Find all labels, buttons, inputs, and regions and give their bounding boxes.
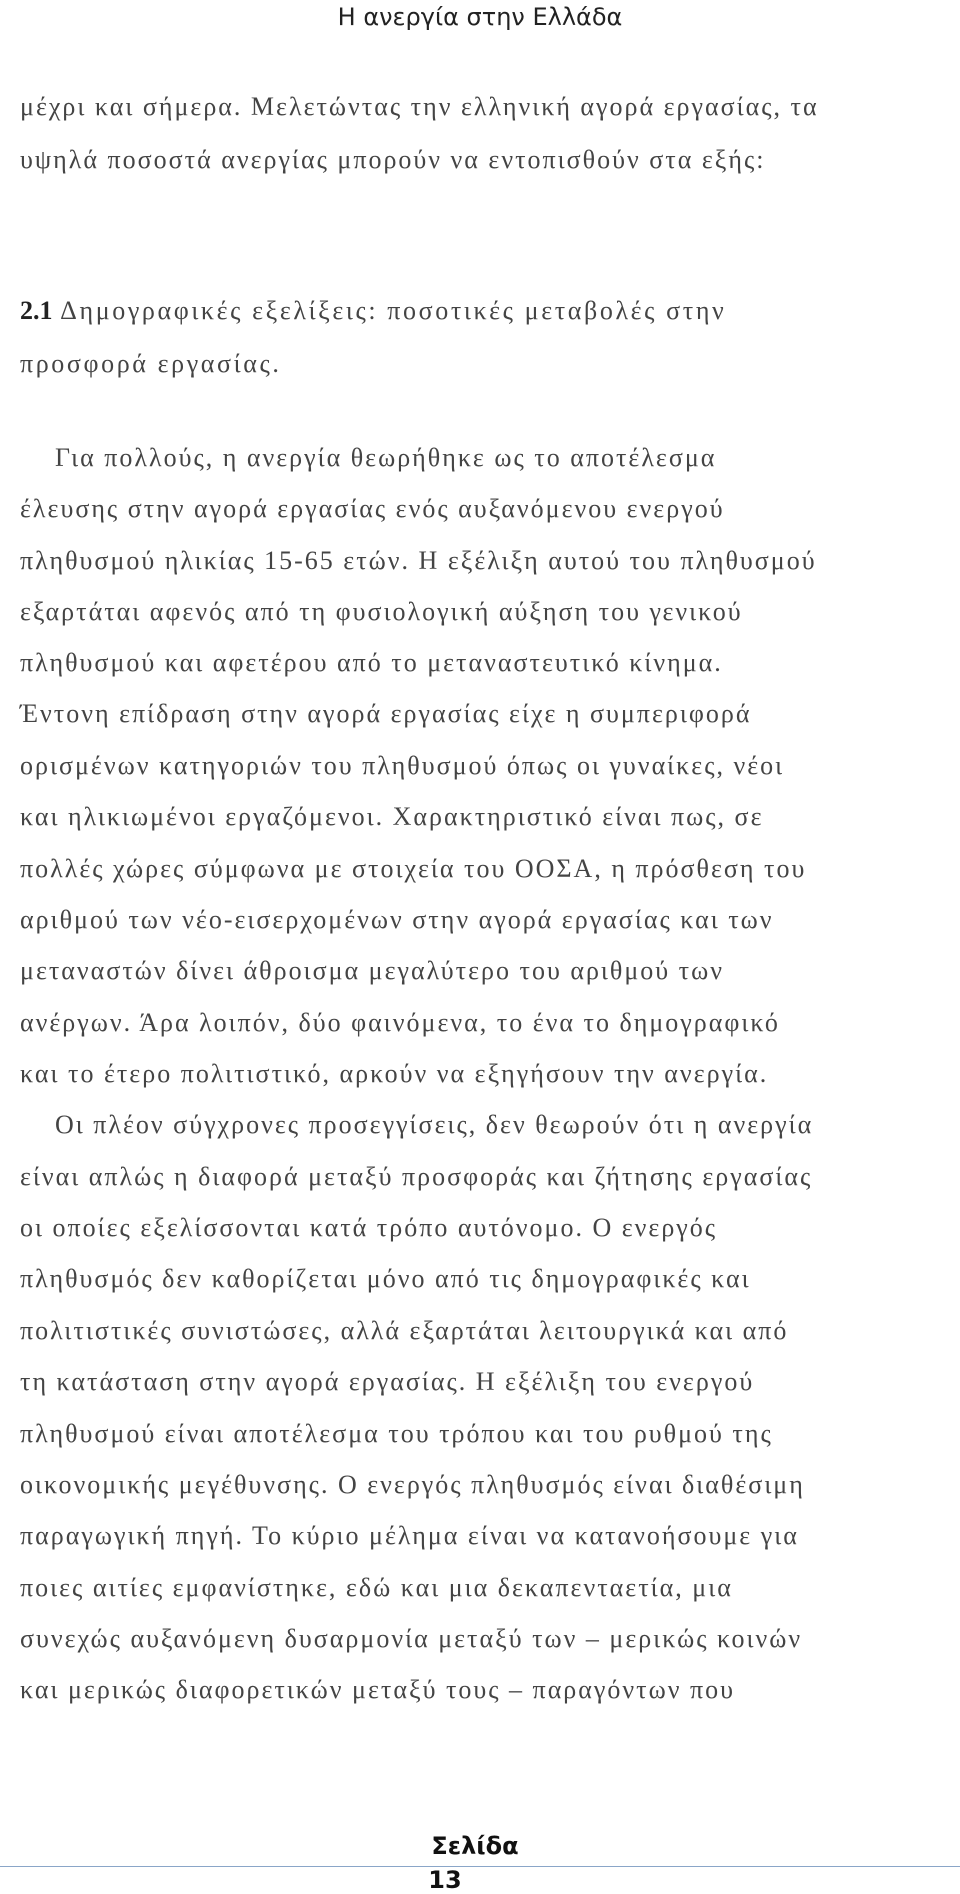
text-line: και μερικώς διαφορετικών μεταξύ τους – παραγόντων που: [20, 1675, 735, 1704]
text-line: πολλές χώρες σύμφωνα με στοιχεία του ΟΟΣΑ, η πρόσθεση του: [20, 854, 807, 883]
text-line: αριθμού των νέο-εισερχομένων στην αγορά εργασίας και των: [20, 905, 774, 934]
text-line: πληθυσμού είναι αποτέλεσμα του τρόπου και του ρυθμού της: [20, 1419, 773, 1448]
text-line: και το έτερο πολιτιστικό, αρκούν να εξηγήσουν την ανεργία.: [20, 1059, 769, 1088]
text-line: τη κατάσταση στην αγορά εργασίας. Η εξέλιξη του ενεργού: [20, 1367, 755, 1396]
text-line: πληθυσμού ηλικίας 15-65 ετών. Η εξέλιξη αυτού του πληθυσμού: [20, 546, 817, 575]
text-line: πληθυσμού και αφετέρου από το μεταναστευτικό κίνημα.: [20, 648, 723, 677]
text-line: ανέργων. Άρα λοιπόν, δύο φαινόμενα, το ένα το δημογραφικό: [20, 1008, 780, 1037]
text-line: Έντονη επίδραση στην αγορά εργασίας είχε η συμπεριφορά: [20, 699, 752, 728]
text-line: οικονομικής μεγέθυνσης. Ο ενεργός πληθυσμός είναι διαθέσιμη: [20, 1470, 805, 1499]
section-heading-line: [20, 296, 726, 326]
section-number: 2.1: [20, 296, 53, 325]
text-line: Οι πλέον σύγχρονες προσεγγίσεις, δεν θεωρούν ότι η ανεργία: [55, 1110, 814, 1139]
section-title-continued: προσφορά εργασίας.: [20, 349, 282, 378]
text-line: παραγωγική πηγή. Το κύριο μέλημα είναι να κατανοήσουμε για: [20, 1521, 799, 1550]
section-title: Δημογραφικές εξελίξεις: ποσοτικές μεταβολές στην: [60, 296, 727, 325]
text-line: υψηλά ποσοστά ανεργίας μπορούν να εντοπισθούν στα εξής:: [20, 145, 766, 174]
page-label: Σελίδα: [360, 1832, 590, 1860]
text-line: ορισμένων κατηγοριών του πληθυσμού όπως οι γυναίκες, νέοι: [20, 751, 785, 780]
text-line: συνεχώς αυξανόμενη δυσαρμονία μεταξύ των – μερικώς κοινών: [20, 1624, 803, 1653]
page-number: 13: [428, 1866, 462, 1894]
text-line: πολιτιστικές συνιστώσες, αλλά εξαρτάται λειτουργικά και από: [20, 1316, 789, 1345]
text-line: μέχρι και σήμερα. Μελετώντας την ελληνική αγορά εργασίας, τα: [20, 92, 819, 121]
text-line: οι οποίες εξελίσσονται κατά τρόπο αυτόνομο. Ο ενεργός: [20, 1213, 718, 1242]
text-line: Για πολλούς, η ανεργία θεωρήθηκε ως το αποτέλεσμα: [55, 443, 717, 472]
text-line: πληθυσμός δεν καθορίζεται μόνο από τις δημογραφικές και: [20, 1264, 751, 1293]
text-line: έλευσης στην αγορά εργασίας ενός αυξανόμενου ενεργού: [20, 494, 725, 523]
text-line: εξαρτάται αφενός από τη φυσιολογική αύξηση του γενικού: [20, 597, 743, 626]
text-line: μεταναστών δίνει άθροισμα μεγαλύτερο του αριθμού των: [20, 956, 724, 985]
running-header: Η ανεργία στην Ελλάδα: [337, 3, 623, 31]
text-line: ποιες αιτίες εμφανίστηκε, εδώ και μια δεκαπενταετία, μια: [20, 1573, 733, 1602]
text-line: και ηλικιωμένοι εργαζόμενοι. Χαρακτηριστικό είναι πως, σε: [20, 802, 764, 831]
text-line: είναι απλώς η διαφορά μεταξύ προσφοράς και ζήτησης εργασίας: [20, 1162, 813, 1191]
